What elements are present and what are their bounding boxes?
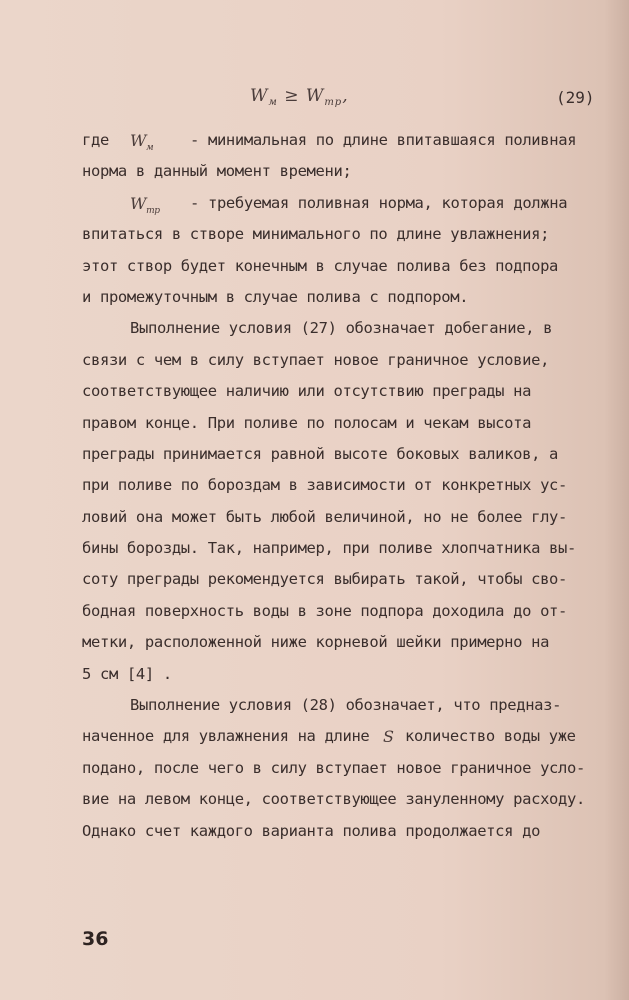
text-line [0,408,629,439]
paragraph-1-line: 5 см [4] . [82,664,172,683]
symbol-s: S [383,727,394,747]
definition-1-line-2: норма в данный момент времени; [82,162,352,181]
paragraph-2-line: наченное для увлажнения на длине [82,727,370,746]
paragraph-2-line: Выполнение условия (28) обозначает, что предназ- [130,696,562,715]
formula-29 [0,84,629,114]
paragraph-1-line: соответствующее наличию или отсутствию преграды на [82,382,532,401]
paragraph-2-line: количество воды уже [405,727,576,746]
text-line [0,188,629,219]
paragraph-2-line: вие на левом конце, соответствующее зануленному расходу. [82,790,585,809]
definition-1-line-1: - минимальная по длине впитавшаяся поливная [190,131,577,149]
formula-lhs: W [250,86,269,106]
text-line [0,219,629,250]
text-line [0,659,629,690]
text-line [0,816,629,847]
paragraph-2-line: Однако счет каждого варианта полива продолжается до [82,821,541,840]
paragraph-1-line: метки, расположенной ниже корневой шейки примерно на [82,633,550,652]
paragraph-2-line: подано, после чего в силу вступает новое граничное усло- [82,758,585,777]
symbol-w-m [130,125,153,160]
equation-number: (29) [556,88,595,107]
symbol-w-tr-subscript: тр [146,205,160,216]
text-line [0,596,629,627]
paragraph-1-line: соту преграды рекомендуется выбирать такой, чтобы сво- [82,570,568,589]
paragraph-1-line: ловий она может быть любой величиной, но не более глу- [82,507,568,526]
text-line [0,721,629,752]
text-line [0,564,629,595]
text-line [0,156,629,187]
symbol-w-m-subscript: м [146,143,154,153]
page-number: 36 [82,928,109,950]
paragraph-1-line: бодная поверхность воды в зоне подпора доходила до от- [82,601,568,620]
formula-rhs: W [305,86,325,106]
formula-lhs-subscript: м [268,97,278,108]
paragraph-1-line: связи с чем в силу вступает новое граничное условие, [82,350,550,369]
text-line [0,784,629,815]
formula-rhs-subscript: тр [324,97,343,108]
where-word: где [82,131,109,149]
symbol-w-m-base: W [130,131,147,150]
paragraph-1-line: Выполнение условия (27) обозначает добегание, в [130,319,553,338]
paragraph-1-line: преграды принимается равной высоте боковых валиков, а [82,444,559,463]
text-line [0,627,629,658]
symbol-w-tr-base: W [130,193,147,213]
definition-2-line-4: и промежуточным в случае полива с подпором. [82,287,469,306]
symbol-w-tr [130,188,160,223]
text-line [0,690,629,721]
paragraph-1-line: бины борозды. Так, например, при поливе хлопчатника вы- [82,539,576,558]
body-text [0,125,629,847]
text-line [0,345,629,376]
definition-2-line-2: впитаться в створе минимального по длине увлажнения; [82,225,550,244]
text-line [0,125,629,156]
definition-2-line-3: этот створ будет конечным в случае полива без подпора [82,256,559,275]
text-line [0,313,629,344]
text-line [0,251,629,282]
text-line [0,439,629,470]
text-line [0,376,629,407]
text-line [0,533,629,564]
formula-relation: ≥ [284,86,300,106]
paragraph-1-line: правом конце. При поливе по полосам и чекам высота [82,413,532,432]
text-line [0,502,629,533]
paragraph-1-line: при поливе по бороздам в зависимости от конкретных ус- [82,476,568,495]
text-line [0,753,629,784]
text-line [0,282,629,313]
formula-expression [250,86,349,106]
text-line [0,470,629,501]
definition-2-line-1: - требуемая поливная норма, которая должна [190,193,568,212]
formula-trailing-comma: , [342,86,349,106]
